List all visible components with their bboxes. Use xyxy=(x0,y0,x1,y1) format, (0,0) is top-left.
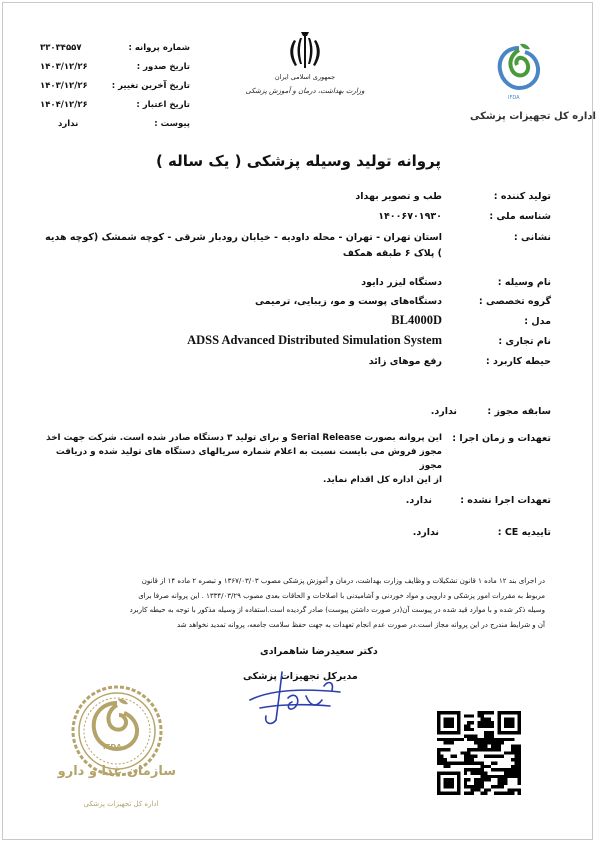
ministry-line-2: وزارت بهداشت، درمان و آموزش پزشکی xyxy=(245,87,365,95)
license-number-label: شماره پروانه : xyxy=(128,43,190,53)
national-id-value: ۱۴۰۰۶۷۰۱۹۳۰ xyxy=(378,211,442,222)
seal-department: اداره کل تجهیزات پزشکی xyxy=(83,800,159,808)
usage-label: حیطه کاربرد : xyxy=(485,356,551,367)
group-value: دستگاه‌های پوست و مو، زیبایی، ترمیمی xyxy=(255,296,442,307)
commitments-label: تعهدات و زمان اجرا : xyxy=(452,433,551,444)
qr-code xyxy=(437,711,521,795)
license-number: ۳۳۰۳۴۵۵۷ xyxy=(40,43,82,53)
issue-date: ۱۴۰۳/۱۲/۲۶ xyxy=(40,62,88,72)
address-label: نشانی : xyxy=(513,232,551,243)
ifda-logo-icon xyxy=(492,40,546,94)
device-value: دستگاه لیزر دایود xyxy=(361,277,442,288)
last-change-date: ۱۴۰۳/۱۲/۲۶ xyxy=(40,81,88,91)
commitments-line-2: مجوز فروش می بایست نسبت به اعلام شماره سریالهای دستگاه های تولید شده و دریافت مجوز xyxy=(55,447,442,471)
legal-line-2: مربوط به مقررات امور پزشکی و دارویی و مواد خوردنی و آشامیدنی با اصلاحات و الحاقات بعدی مصوب ۱۳۳۴/۰۳/۲۹ . این پروانه صرفا برای xyxy=(138,591,545,600)
address-line-1: استان تهران - تهران - محله داودیه - خیابان رودبار شرقی - کوچه شمشک (کوچه هدیه xyxy=(45,232,442,243)
ifda-logo-text: IFDA xyxy=(508,95,520,101)
iran-emblem-icon xyxy=(283,28,327,72)
ce-approval-value: ندارد. xyxy=(412,527,439,538)
ifda-seal-icon xyxy=(62,685,172,797)
commitments-line-3: از این اداره کل اقدام نماید. xyxy=(323,475,442,485)
national-id-label: شناسه ملی : xyxy=(489,211,551,222)
legal-line-4: آن و شرایط مندرج در این پروانه مجاز است.در صورت عدم انجام تعهدات به جهت حفظ سلامت جامعه، پروانه تمدید نخواهد شد xyxy=(177,620,545,629)
attachment-value: ندارد xyxy=(58,119,79,129)
attachment-row xyxy=(40,119,190,133)
producer-label: تولید کننده : xyxy=(493,191,551,202)
signatory-name: دکتر سعیدرضا شاهمرادی xyxy=(260,646,378,657)
producer-value: طب و تصویر بهداد xyxy=(355,191,442,202)
trade-name-label: نام تجاری : xyxy=(498,336,551,347)
validity-label: تاریخ اعتبار : xyxy=(136,100,190,110)
attachment-label: پیوست : xyxy=(154,119,190,129)
model-value: BL4000D xyxy=(391,313,442,327)
trade-name-value: ADSS Advanced Distributed Simulation System xyxy=(187,333,442,347)
commitments-text xyxy=(40,431,442,487)
ifda-department: اداره کل تجهیزات پزشکی xyxy=(470,111,596,122)
ce-approval-label: تاییدیه CE : xyxy=(497,527,551,538)
license-history-label: سابقه مجوز : xyxy=(487,406,551,417)
usage-value: رفع موهای زائد xyxy=(368,356,442,367)
device-label: نام وسیله : xyxy=(497,277,551,288)
group-label: گروه تخصصی : xyxy=(478,296,551,307)
last-change-row xyxy=(40,81,190,95)
signatory-title: مدیرکل تجهیزات پزشکی xyxy=(243,671,358,682)
validity-date: ۱۴۰۴/۱۲/۲۶ xyxy=(40,100,88,110)
unfulfilled-label: تعهدات اجرا نشده : xyxy=(460,495,551,506)
handwritten-signature xyxy=(230,660,380,730)
validity-row xyxy=(40,100,190,114)
legal-line-1: در اجرای بند ۱۲ ماده ۱ قانون تشکیلات و وظایف وزارت بهداشت، درمان و آموزش پزشکی مصوب ۱۳۶۷/۰۳/۰۳ و تبصره ۲ ماده ۱۴ از قانون xyxy=(141,577,545,585)
issue-date-label: تاریخ صدور : xyxy=(136,62,190,72)
model-label: مدل : xyxy=(524,316,551,327)
address-line-2: ) پلاک ۶ طبقه همکف xyxy=(342,248,442,259)
license-history-value: ندارد. xyxy=(430,406,457,417)
page-title: پروانه تولید وسیله پزشکی ( یک ساله ) xyxy=(155,152,441,170)
seal-ifda-text: IFDA xyxy=(103,743,122,751)
legal-paragraph xyxy=(60,574,545,632)
last-change-label: تاریخ آخرین تغییر : xyxy=(111,81,190,91)
seal-organization: سازمان غذا و دارو xyxy=(57,764,176,779)
issue-date-row xyxy=(40,62,190,76)
ministry-line-1: جمهوری اسلامی ایران xyxy=(274,73,336,81)
unfulfilled-value: ندارد. xyxy=(405,495,432,506)
commitments-line-1: این پروانه بصورت Serial Release و برای تولید ۳ دستگاه صادر شده است. شرکت جهت اخذ xyxy=(46,433,442,443)
legal-line-3: وسیله ذکر شده و با موارد قید شده در پیوست آن(در صورت داشتن پیوست) صادر گردیده است.استفاده از وسیله مذکور با توجه به حیطه کاربرد xyxy=(129,606,545,614)
license-number-row xyxy=(40,43,190,57)
